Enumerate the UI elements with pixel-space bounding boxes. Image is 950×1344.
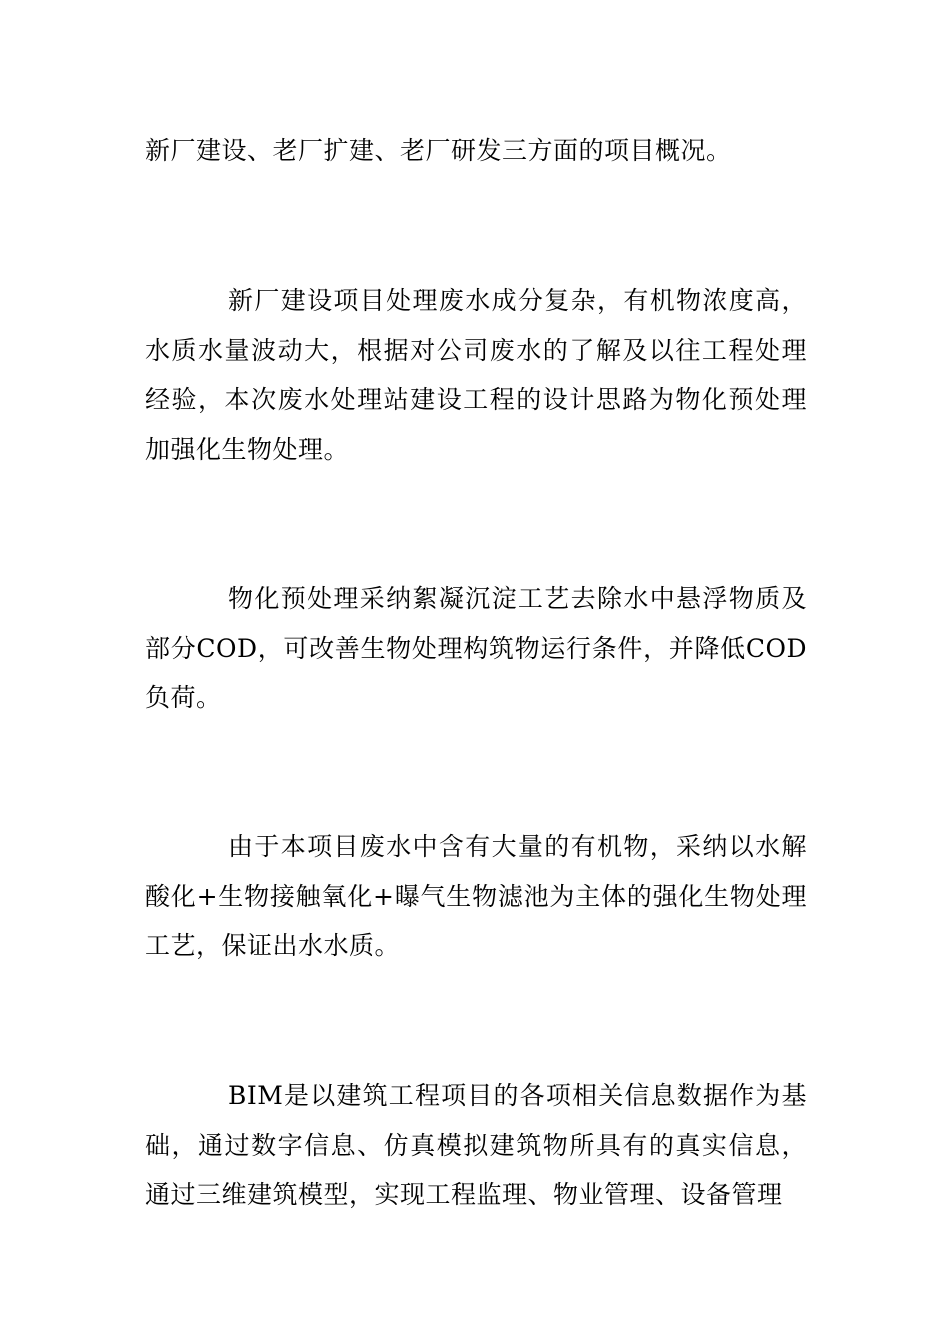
paragraph-design-approach: 新厂建设项目处理废水成分复杂，有机物浓度高，水质水量波动大，根据对公司废水的了解及以往工程处理经验，本次废水处理站建设工程的设计思路为物化预处理加强化生物处理。 — [145, 286, 807, 464]
paragraph-physicochemical-pretreatment: 物化预处理采纳絮凝沉淀工艺去除水中悬浮物质及部分COD，可改善生物处理构筑物运行条件，并降低COD负荷。 — [145, 584, 807, 712]
paragraph-biological-treatment: 由于本项目废水中含有大量的有机物，采纳以水解酸化+生物接触氧化+曝气生物滤池为主体的强化生物处理工艺，保证出水水质。 — [145, 832, 807, 960]
paragraph-bim-introduction: BIM是以建筑工程项目的各项相关信息数据作为基础，通过数字信息、仿真模拟建筑物所具有的真实信息，通过三维建筑模型，实现工程监理、物业管理、设备管理 — [145, 1081, 807, 1209]
paragraph-project-overview-tail: 新厂建设、老厂扩建、老厂研发三方面的项目概况。 — [145, 136, 732, 165]
